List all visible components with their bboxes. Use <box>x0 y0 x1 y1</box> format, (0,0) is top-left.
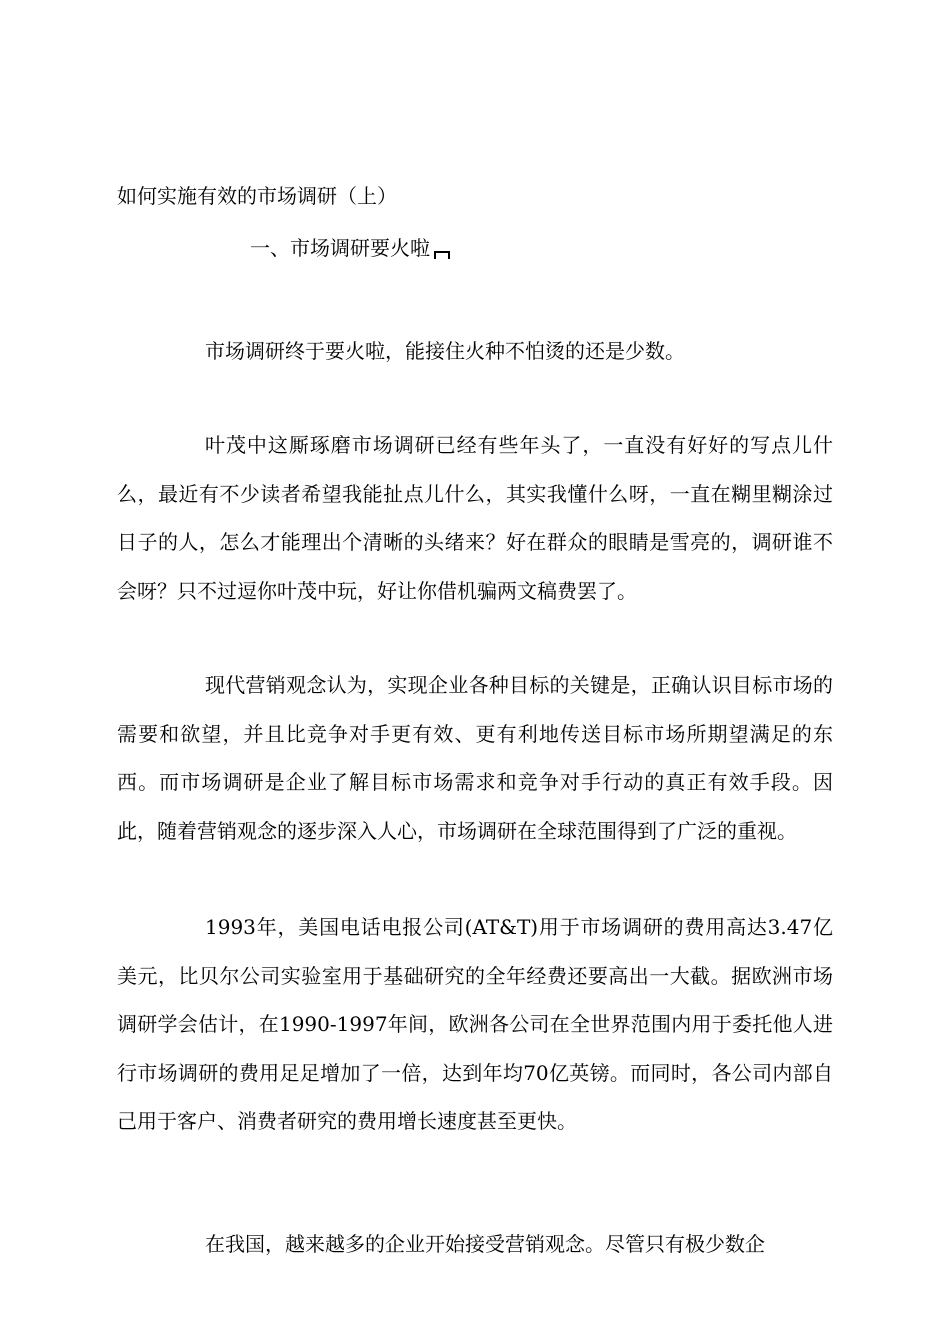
paragraph-4: 1993年，美国电话电报公司(AT&T)用于市场调研的费用高达3.47亿美元，比贝尔公司实验室用于基础研究的全年经费还要高出一大截。据欧洲市场调研学会估计，在1990-1997年间，欧洲各公司在全世界范围内用于委托他人进行市场调研的费用足足增加了一倍，达到年均70亿英镑。而同时，各公司内部自己用于客户、消费者研究的费用增长速度甚至更快。 <box>117 915 833 1134</box>
paragraph-2: 叶茂中这厮琢磨市场调研已经有些年头了，一直没有好好的写点儿什么，最近有不少读者希望我能扯点儿什么，其实我懂什么呀，一直在糊里糊涂过日子的人，怎么才能理出个清晰的头绪来？好在群众的眼睛是雪亮的，调研谁不会呀？只不过逗你叶茂中玩，好让你借机骗两文稿费罢了。 <box>117 433 833 603</box>
bracket-mark-icon <box>434 251 450 259</box>
section-heading-text: 一、市场调研要火啦 <box>250 236 430 260</box>
document-title: 如何实施有效的市场调研（上） <box>117 184 397 208</box>
paragraph-1: 市场调研终于要火啦，能接住火种不怕烫的还是少数。 <box>205 339 685 363</box>
paragraph-5: 在我国，越来越多的企业开始接受营销观念。尽管只有极少数企 <box>205 1232 765 1256</box>
paragraph-3: 现代营销观念认为，实现企业各种目标的关键是，正确认识目标市场的需要和欲望，并且比竞争对手更有效、更有利地传送目标市场所期望满足的东西。而市场调研是企业了解目标市场需求和竞争对手行动的真正有效手段。因此，随着营销观念的逐步深入人心，市场调研在全球范围得到了广泛的重视。 <box>117 673 833 843</box>
section-heading <box>250 232 450 264</box>
